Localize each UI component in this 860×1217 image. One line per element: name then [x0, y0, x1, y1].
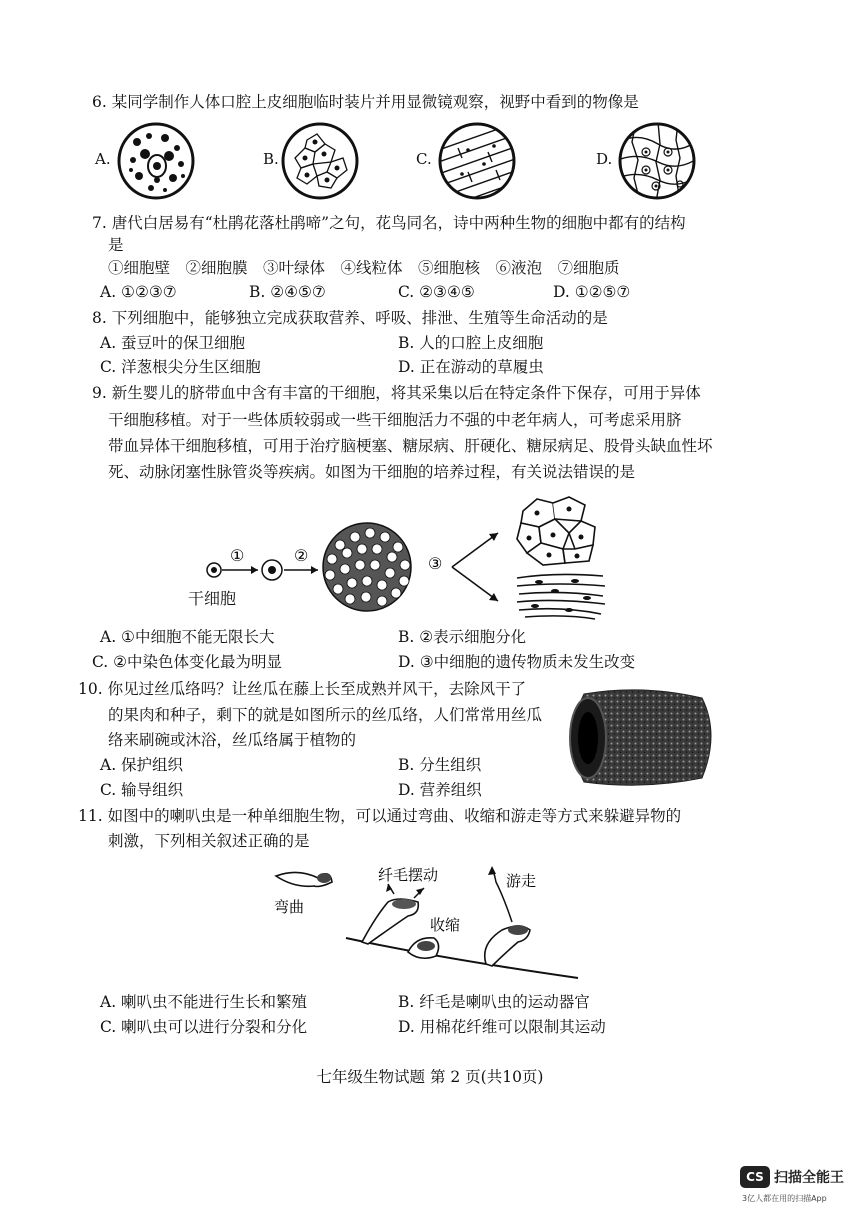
q9-stem-cell-caption: 干细胞 [188, 589, 237, 608]
camscanner-logo-icon: CS [740, 1166, 770, 1188]
q9-step-3-label: ③ [428, 554, 443, 573]
q11-stem-line-2: 刺激，下列相关叙述正确的是 [108, 832, 310, 850]
q11-trumpet-animalcule-figure [258, 858, 588, 983]
q11-option-c: C. 喇叭虫可以进行分裂和分化 [100, 1018, 308, 1036]
q9-stem-line-1: 9. 新生婴儿的脐带血中含有丰富的干细胞，将其采集以后在特定条件下保存，可用于异体 [92, 384, 701, 402]
q9-stem-line-3: 带血异体干细胞移植，可用于治疗脑梗塞、糖尿病、肝硬化、糖尿病足、股骨头缺血性坏 [108, 437, 713, 455]
q6-image-b [281, 122, 361, 200]
q11-option-d: D. 用棉花纤维可以限制其运动 [398, 1018, 606, 1036]
q7-option-d: D. ①②⑤⑦ [553, 283, 631, 301]
q9-stem-line-4: 死、动脉闭塞性脉管炎等疾病。如图为干细胞的培养过程，有关说法错误的是 [108, 463, 636, 481]
q8-option-b: B. 人的口腔上皮细胞 [398, 334, 544, 352]
q7-option-c: C. ②③④⑤ [398, 283, 475, 301]
q10-option-d: D. 营养组织 [398, 781, 482, 799]
q11-cilia-label: 纤毛摆动 [378, 866, 439, 884]
q11-contract-label: 收缩 [430, 916, 461, 934]
q10-stem-line-3: 络来刷碗或沐浴，丝瓜络属于植物的 [108, 731, 357, 749]
camscanner-tagline: 3亿人都在用的扫描App [742, 1194, 827, 1203]
q11-stem-line-1: 11. 如图中的喇叭虫是一种单细胞生物，可以通过弯曲、收缩和游走等方式来躲避异物的 [78, 807, 682, 825]
q11-bend-label: 弯曲 [274, 898, 305, 916]
q10-option-b: B. 分生组织 [398, 756, 482, 774]
q9-option-a: A. ①中细胞不能无限长大 [100, 628, 275, 646]
q6-option-b: B. [263, 150, 279, 168]
q9-option-c: C. ②中染色体变化最为明显 [92, 653, 283, 671]
q9-differentiated-cells-round [513, 493, 603, 567]
camscanner-name: 扫描全能王 [774, 1170, 844, 1186]
page-footer: 七年级生物试题 第 2 页(共10页) [316, 1068, 544, 1086]
q9-step-2-label: ② [294, 546, 309, 565]
q7-stem-cont: 是 [108, 236, 124, 254]
q7-option-b: B. ②④⑤⑦ [249, 283, 326, 301]
q8-stem: 8. 下列细胞中，能够独立完成获取营养、呼吸、排泄、生殖等生命活动的是 [92, 309, 608, 327]
q7-structures: ①细胞壁 ②细胞膜 ③叶绿体 ④线粒体 ⑤细胞核 ⑥液泡 ⑦细胞质 [108, 259, 620, 277]
q10-stem-line-1: 10. 你见过丝瓜络吗？让丝瓜在藤上长至成熟并风干，去除风干了 [78, 680, 527, 698]
q6-option-d: D. [596, 150, 613, 168]
stem-cell-cluster [323, 523, 411, 611]
q6-option-c: C. [416, 150, 432, 168]
q9-differentiated-cells-long [515, 570, 607, 620]
q9-stem-line-2: 干细胞移植。对于一些体质较弱或一些干细胞活力不强的中老年病人，可考虑采用脐 [108, 411, 682, 429]
q9-option-b: B. ②表示细胞分化 [398, 628, 527, 646]
substrate-line [346, 938, 578, 978]
q6-image-a [117, 122, 197, 200]
q6-option-a: A. [95, 150, 111, 168]
q11-option-b: B. 纤毛是喇叭虫的运动器官 [398, 993, 590, 1011]
q9-option-d: D. ③中细胞的遗传物质未发生改变 [398, 653, 636, 671]
q6-stem: 6. 某同学制作人体口腔上皮细胞临时装片并用显微镜观察，视野中看到的物像是 [92, 93, 639, 111]
q6-image-c [438, 122, 518, 200]
q10-loofah-image [562, 682, 722, 794]
q10-option-c: C. 输导组织 [100, 781, 184, 799]
q9-step-1-label: ① [230, 546, 245, 565]
q6-image-d [618, 122, 698, 200]
q11-swim-label: 游走 [506, 872, 537, 890]
q10-stem-line-2: 的果肉和种子，剩下的就是如图所示的丝瓜络，人们常常用丝瓜 [108, 706, 543, 724]
q7-option-a: A. ①②③⑦ [100, 283, 177, 301]
q8-option-a: A. 蚕豆叶的保卫细胞 [100, 334, 246, 352]
q10-option-a: A. 保护组织 [100, 756, 184, 774]
q7-stem: 7. 唐代白居易有“杜鹃花落杜鹃啼”之句，花鸟同名，诗中两种生物的细胞中都有的结构 [92, 214, 686, 232]
q11-option-a: A. 喇叭虫不能进行生长和繁殖 [100, 993, 308, 1011]
q8-option-c: C. 洋葱根尖分生区细胞 [100, 358, 261, 376]
q8-option-d: D. 正在游动的草履虫 [398, 358, 544, 376]
